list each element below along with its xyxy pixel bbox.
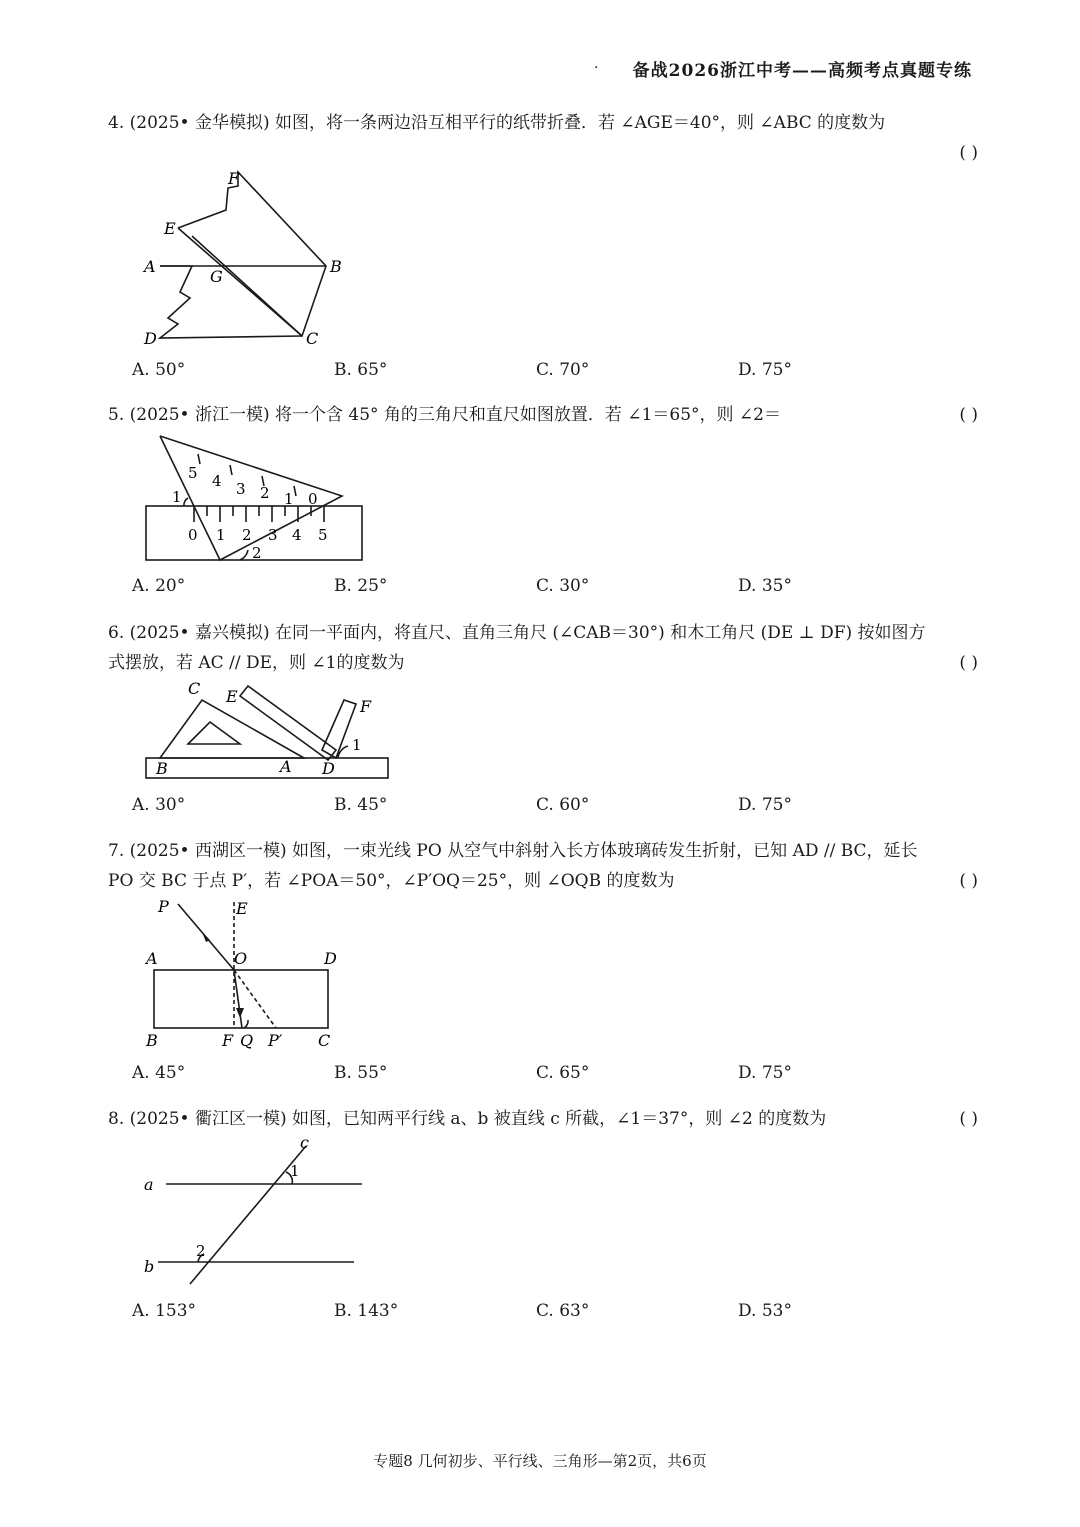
q5-angle-2: 2 (252, 544, 262, 562)
q8-label-b: b (144, 1257, 155, 1276)
q5-ruler-5: 5 (318, 526, 328, 544)
figure-q5 (140, 432, 380, 566)
q7-option-a[interactable]: A. 45° (132, 1063, 186, 1083)
q6-option-b[interactable]: B. 45° (334, 795, 388, 815)
question-5-stem: 5. (2025• 浙江一模) 将一个含 45° 角的三角尺和直尺如图放置．若 ∠1＝65°，则 ∠2＝ (108, 405, 781, 425)
question-7-stem-line2: PO 交 BC 于点 P′，若 ∠POA＝50°，∠P′OQ＝25°，则 ∠OQB 的度数为 (108, 871, 675, 891)
question-8-answer-paren: ( ) (959, 1109, 978, 1129)
q5-tri-0: 0 (308, 490, 318, 508)
question-6-stem-line2: 式摆放，若 AC // DE，则 ∠1的度数为 (108, 653, 405, 673)
question-8 (108, 1104, 978, 1134)
q5-angle-1: 1 (172, 488, 182, 506)
q4-label-D: D (144, 329, 157, 348)
q5-ruler-0: 0 (188, 526, 198, 544)
q5-ruler-1: 1 (216, 526, 226, 544)
q7-label-P-prime: P′ (268, 1031, 283, 1050)
q8-option-a[interactable]: A. 153° (132, 1301, 197, 1321)
question-6-answer-paren: ( ) (959, 653, 978, 673)
q4-label-B: B (330, 257, 342, 276)
q4-option-a[interactable]: A. 50° (132, 360, 186, 380)
question-4-answer-paren: ( ) (959, 143, 978, 163)
q6-label-F: F (360, 697, 372, 716)
q5-option-d[interactable]: D. 35° (738, 576, 792, 596)
q7-label-B: B (146, 1031, 158, 1050)
q6-option-a[interactable]: A. 30° (132, 795, 186, 815)
q6-label-C: C (188, 679, 201, 698)
q4-label-F: F (228, 169, 240, 188)
q6-label-A: A (280, 757, 292, 776)
q7-option-c[interactable]: C. 65° (536, 1063, 590, 1083)
question-6-stem-line1: 6. (2025• 嘉兴模拟) 在同一平面内，将直尺、直角三角尺 (∠CAB＝30°) 和木工角尺 (DE ⊥ DF) 按如图方 (108, 623, 926, 643)
q5-tri-1: 1 (284, 490, 294, 508)
q7-option-d[interactable]: D. 75° (738, 1063, 792, 1083)
q7-label-F: F (222, 1031, 234, 1050)
q8-option-b[interactable]: B. 143° (334, 1301, 399, 1321)
q4-label-G: G (210, 267, 223, 286)
question-7 (108, 836, 978, 896)
figure-q8 (140, 1132, 370, 1290)
figure-q4 (130, 168, 360, 348)
q4-label-E: E (164, 219, 176, 238)
q4-option-c[interactable]: C. 70° (536, 360, 590, 380)
q5-option-a[interactable]: A. 20° (132, 576, 186, 596)
q7-label-Q: Q (240, 1031, 254, 1050)
page-header: 备战2026浙江中考——高频考点真题专练 (632, 61, 972, 81)
question-7-answer-paren: ( ) (959, 871, 978, 891)
q5-tri-5: 5 (188, 464, 198, 482)
q8-angle-2: 2 (196, 1242, 206, 1260)
q5-ruler-2: 2 (242, 526, 252, 544)
q6-label-E: E (226, 687, 238, 706)
question-4 (108, 108, 978, 163)
page-footer: 专题8 几何初步、平行线、三角形—第2页，共6页 (373, 1452, 707, 1470)
q8-label-c: c (300, 1133, 309, 1152)
q5-tri-2: 2 (260, 484, 270, 502)
q5-option-b[interactable]: B. 25° (334, 576, 388, 596)
q8-option-d[interactable]: D. 53° (738, 1301, 792, 1321)
question-5-answer-paren: ( ) (959, 405, 978, 425)
question-5 (108, 400, 978, 430)
q7-label-O: O (234, 949, 248, 968)
q4-option-b[interactable]: B. 65° (334, 360, 388, 380)
q7-label-D: D (324, 949, 337, 968)
q4-label-A: A (144, 257, 156, 276)
question-4-stem: 4. (2025• 金华模拟) 如图，将一条两边沿互相平行的纸带折叠．若 ∠AGE＝40°，则 ∠ABC 的度数为 (108, 113, 886, 133)
q7-label-P: P (158, 897, 169, 916)
q7-label-C: C (318, 1031, 331, 1050)
q5-ruler-4: 4 (292, 526, 302, 544)
q6-option-c[interactable]: C. 60° (536, 795, 590, 815)
q6-label-D: D (322, 759, 335, 778)
q5-tri-4: 4 (212, 472, 222, 490)
q6-option-d[interactable]: D. 75° (738, 795, 792, 815)
question-8-stem: 8. (2025• 衢江区一模) 如图，已知两平行线 a、b 被直线 c 所截，∠1＝37°，则 ∠2 的度数为 (108, 1109, 827, 1129)
q7-option-b[interactable]: B. 55° (334, 1063, 388, 1083)
q4-label-C: C (306, 329, 319, 348)
q7-label-E: E (236, 899, 248, 918)
q5-ruler-3: 3 (268, 526, 278, 544)
figure-q7 (140, 894, 360, 1054)
q5-tri-3: 3 (236, 480, 246, 498)
q8-label-a: a (144, 1175, 154, 1194)
question-6 (108, 618, 978, 678)
header-dot: · (594, 60, 599, 76)
q8-angle-1: 1 (290, 1162, 300, 1180)
q6-angle-1: 1 (352, 736, 362, 754)
q5-option-c[interactable]: C. 30° (536, 576, 590, 596)
question-7-stem-line1: 7. (2025• 西湖区一模) 如图，一束光线 PO 从空气中斜射入长方体玻璃砖发生折射，已知 AD // BC，延长 (108, 841, 918, 861)
figure-q6 (140, 678, 400, 782)
q6-label-B: B (156, 759, 168, 778)
q8-option-c[interactable]: C. 63° (536, 1301, 590, 1321)
q4-option-d[interactable]: D. 75° (738, 360, 792, 380)
q7-label-A: A (146, 949, 158, 968)
